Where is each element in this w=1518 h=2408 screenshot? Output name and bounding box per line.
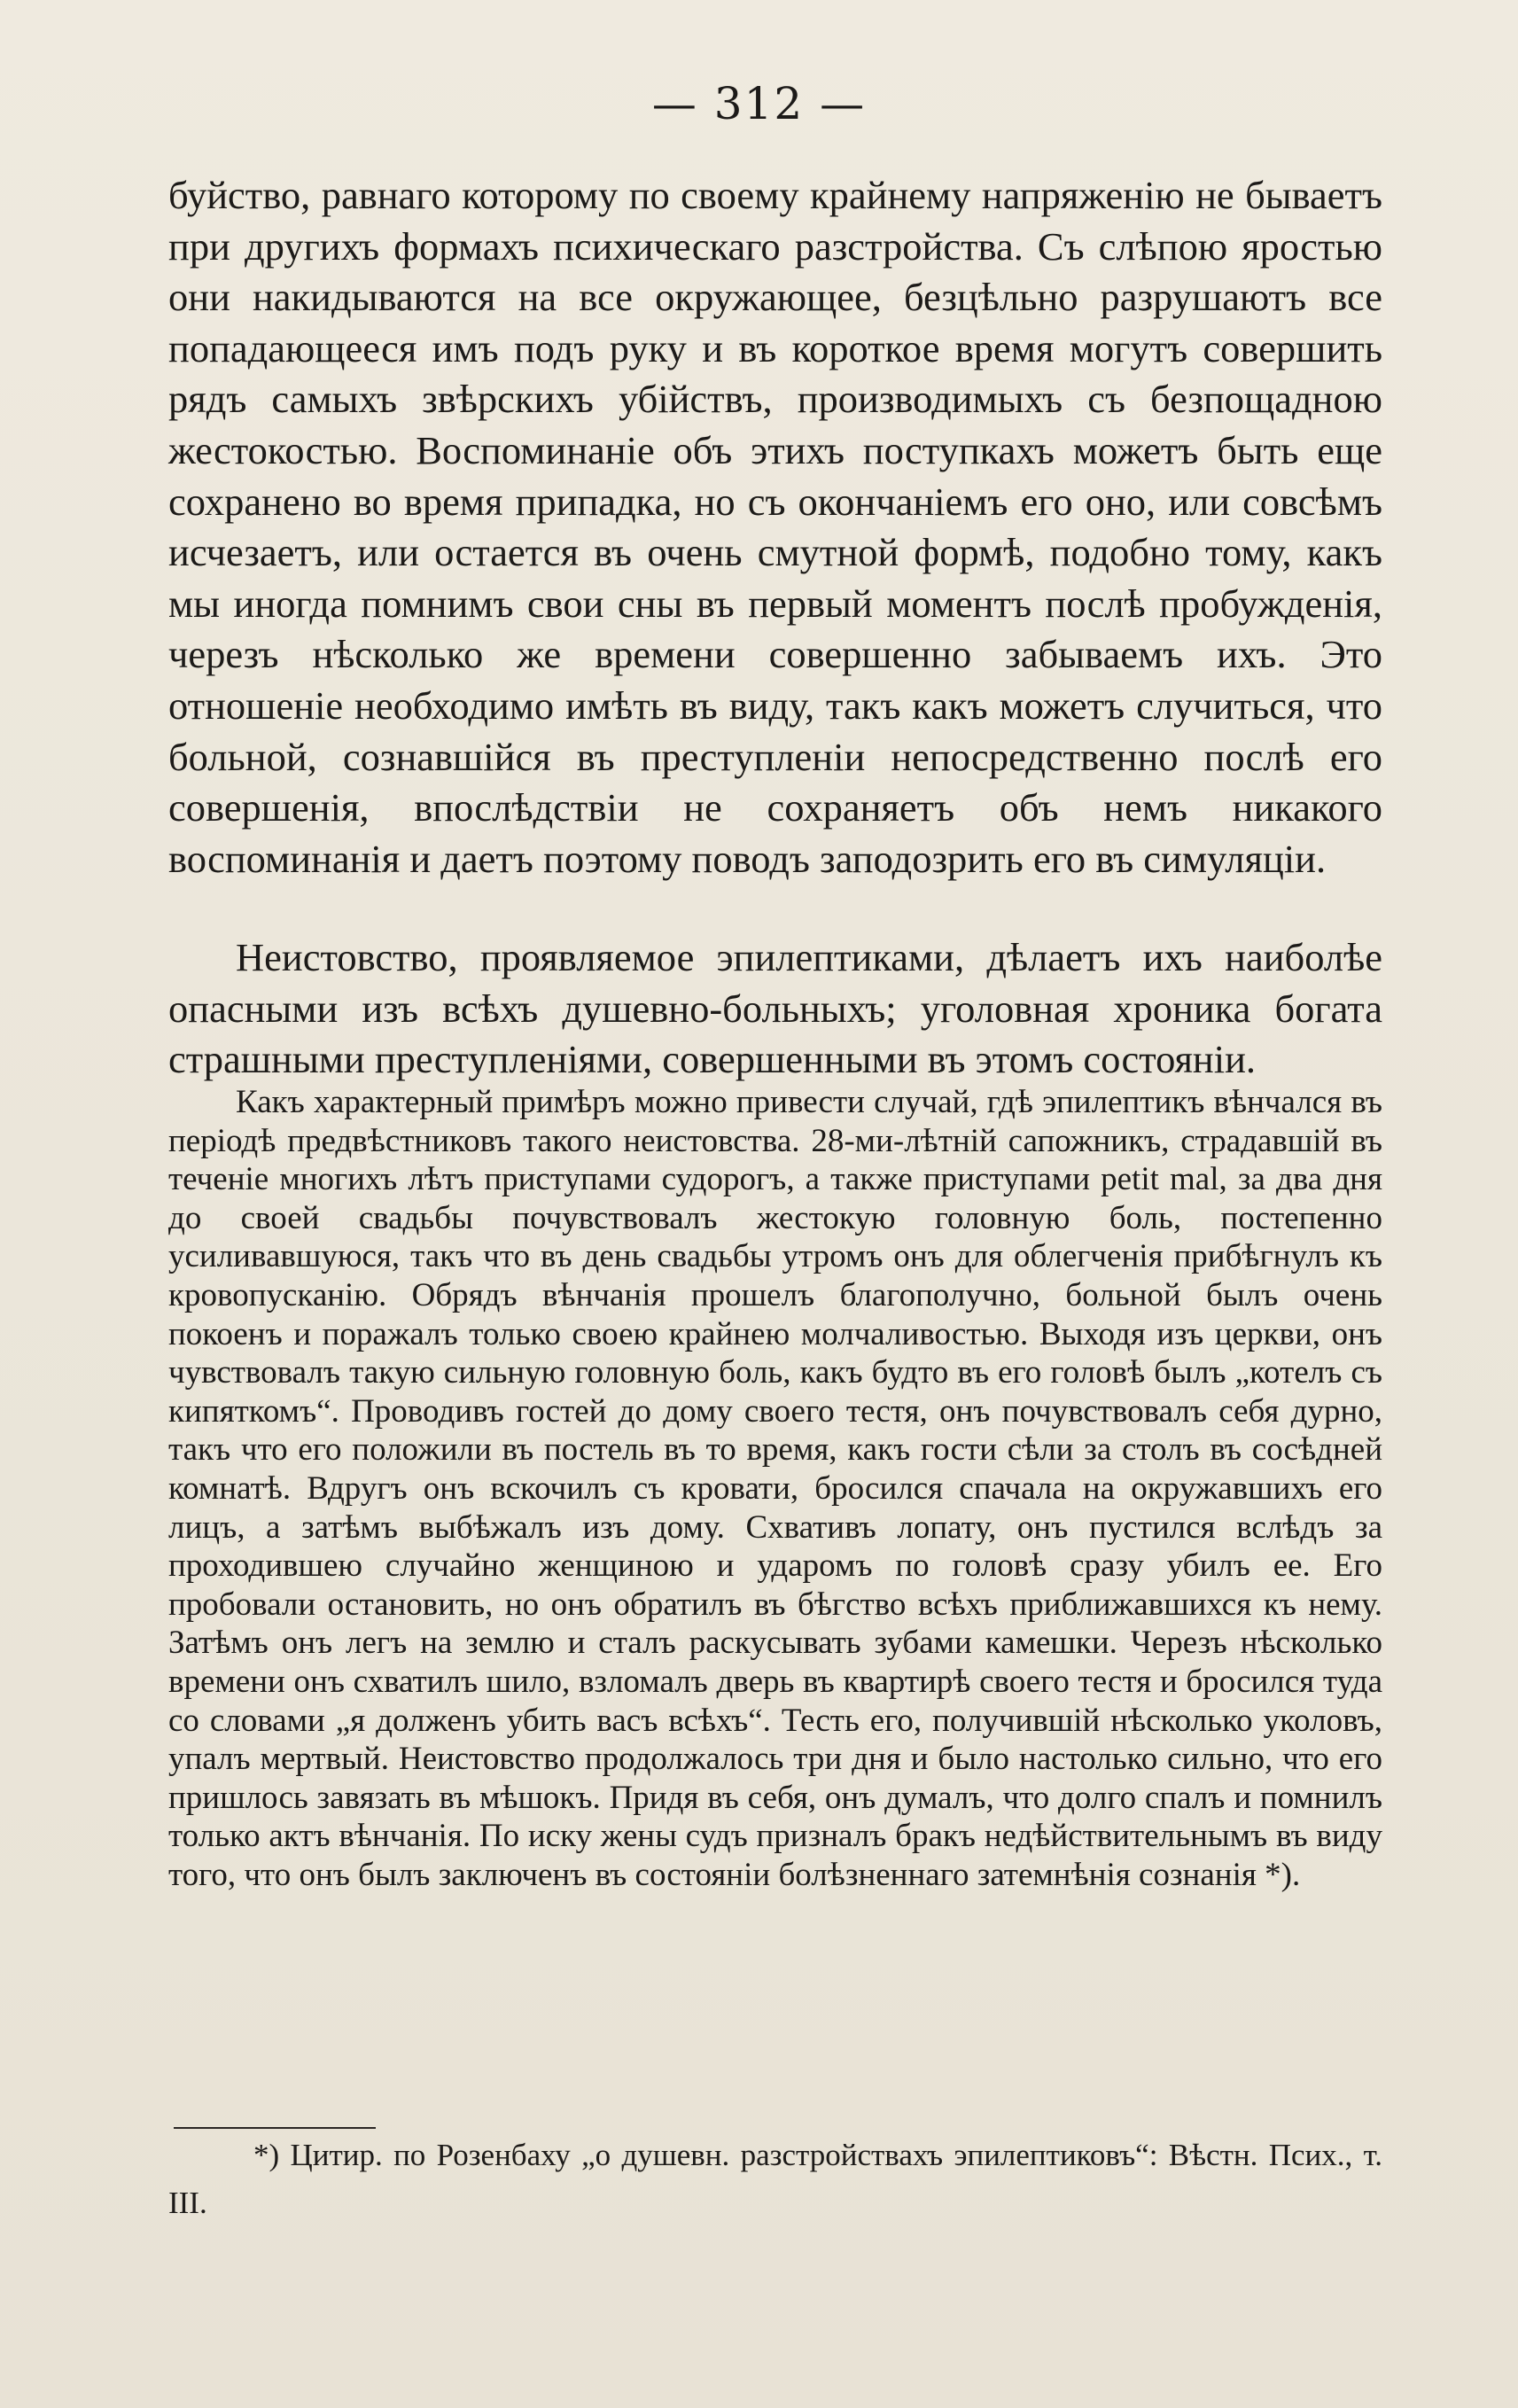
paragraph-3-case-example: Какъ характерный примѣръ можно привести случай, гдѣ эпилептикъ вѣнчался въ періодѣ предвѣстниковъ такого неистовства. 28-ми-лѣтній сапожникъ, страдавшій въ теченіе многихъ лѣтъ приступами судорогъ, а также приступами petit mal, за два дня до своей свадьбы почувствовалъ жестокую головную боль, постепенно усиливавшуюся, такъ что въ день свадьбы утромъ онъ для облегченія прибѣгнулъ къ кровопусканію. Обрядъ вѣнчанія прошелъ благополучно, больной былъ очень покоенъ и поражалъ только своею крайнею молчаливостью. Выходя изъ церкви, онъ чувствовалъ такую сильную головную боль, какъ будто въ его головѣ былъ „котелъ съ кипяткомъ“. Проводивъ гостей до дому своего тестя, онъ почувствовалъ себя дурно, такъ что его положили въ постель въ то время, какъ гости сѣли за столъ въ сосѣдней комнатѣ. Вдругъ онъ вскочилъ съ кровати, бросился спачала на окружавшихъ его лицъ, а затѣмъ выбѣжалъ изъ дому. Схвативъ лопату, онъ пустился вслѣдъ за проходившею случайно женщиною и ударомъ по головѣ сразу убилъ ее. Его пробовали остановить, но онъ обратилъ въ бѣгство всѣхъ приближавшихся къ нему. Затѣмъ онъ легъ на землю и сталъ раскусывать зубами камешки. Черезъ нѣсколько времени онъ схватилъ шило, взломалъ дверь въ квартирѣ своего тестя и бросился туда со словами „я долженъ убить васъ всѣхъ“. Тесть его, получившій нѣсколько уколовъ, упалъ мертвый. Неистовство продолжалось три дня и было настолько сильно, что его пришлось завязать въ мѣшокъ. Придя въ себя, онъ думалъ, что долго спалъ и помнилъ только актъ вѣнчанія. По иску жены судъ призналъ бракъ недѣйствительнымъ въ виду того, что онъ былъ заключенъ въ состояніи болѣзненнаго затемнѣнія сознанія *). xyxy=(168,1084,1382,1893)
footnote-divider xyxy=(174,2127,376,2129)
footnote: *) Цитир. по Розенбаху „о душевн. разстройствахъ эпилептиковъ“: Вѣстн. Псих., т. III. xyxy=(168,2138,1382,2220)
page-number: — 312 — xyxy=(651,78,867,129)
paragraph-2: Неистовство, проявляемое эпилептиками, дѣлаетъ ихъ наиболѣе опасными изъ всѣхъ душевно-больныхъ; уголовная хроника богата страшными преступленіями, совершенными въ этомъ состояніи. xyxy=(168,935,1382,1082)
paragraph-1: буйство, равнаго которому по своему крайнему напряженію не бываетъ при другихъ формахъ психическаго разстройства. Съ слѣпою яростью они накидываются на все окружающее, безцѣльно разрушаютъ все попадающееся имъ подъ руку и въ короткое время могутъ совершить рядъ самыхъ звѣрскихъ убійствъ, производимыхъ съ безпощадною жестокостью. Воспоминаніе объ этихъ поступкахъ можетъ быть еще сохранено во время припадка, но съ окончаніемъ его оно, или совсѣмъ исчезаетъ, или остается въ очень смутной формѣ, подобно тому, какъ мы иногда помнимъ свои сны въ первый моментъ послѣ пробужденія, черезъ нѣсколько же времени совершенно забываемъ ихъ. Это отношеніе необходимо имѣть въ виду, такъ какъ можетъ случиться, что больной, сознавшійся въ преступленіи непосредственно послѣ его совершенія, впослѣдствіи не сохраняетъ объ немъ никакого воспоминанія и даетъ поэтому поводъ заподозрить его въ симуляціи. xyxy=(168,173,1382,881)
